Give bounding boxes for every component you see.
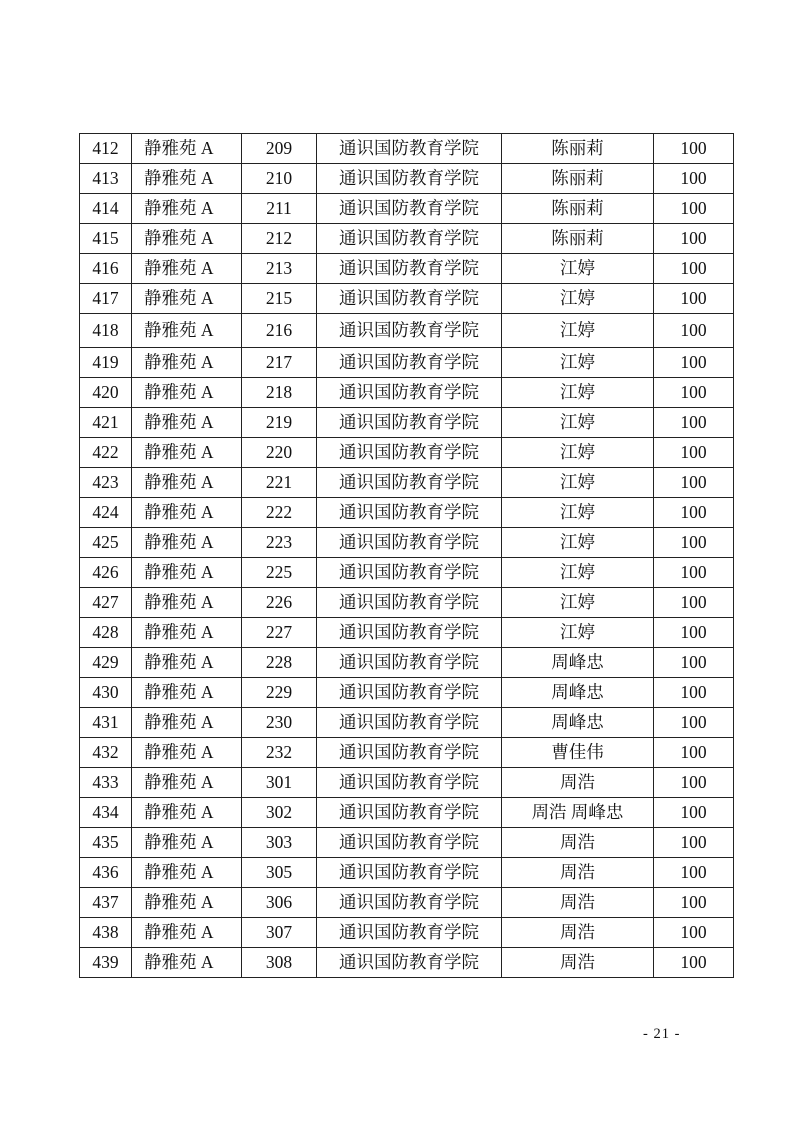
building-cell: 静雅苑 A — [132, 708, 242, 738]
inspector-name-cell: 江婷 — [502, 558, 654, 588]
row-number-cell: 423 — [80, 468, 132, 498]
room-number-cell: 220 — [242, 438, 317, 468]
row-number-cell: 429 — [80, 648, 132, 678]
room-number-cell: 306 — [242, 888, 317, 918]
inspector-name-cell: 江婷 — [502, 284, 654, 314]
room-number-cell: 218 — [242, 378, 317, 408]
score-cell: 100 — [654, 948, 734, 978]
inspector-name-cell: 周峰忠 — [502, 678, 654, 708]
score-cell: 100 — [654, 918, 734, 948]
score-cell: 100 — [654, 314, 734, 348]
row-number-cell: 419 — [80, 348, 132, 378]
building-cell: 静雅苑 A — [132, 284, 242, 314]
building-cell: 静雅苑 A — [132, 648, 242, 678]
building-cell: 静雅苑 A — [132, 828, 242, 858]
table-row — [80, 558, 734, 588]
inspector-name-cell: 江婷 — [502, 348, 654, 378]
college-cell: 通识国防教育学院 — [317, 468, 502, 498]
room-number-cell: 302 — [242, 798, 317, 828]
room-number-cell: 213 — [242, 254, 317, 284]
college-cell: 通识国防教育学院 — [317, 768, 502, 798]
score-cell: 100 — [654, 134, 734, 164]
score-cell: 100 — [654, 558, 734, 588]
room-number-cell: 227 — [242, 618, 317, 648]
building-cell: 静雅苑 A — [132, 618, 242, 648]
score-cell: 100 — [654, 708, 734, 738]
building-cell: 静雅苑 A — [132, 378, 242, 408]
room-number-cell: 211 — [242, 194, 317, 224]
room-number-cell: 305 — [242, 858, 317, 888]
room-number-cell: 226 — [242, 588, 317, 618]
building-cell: 静雅苑 A — [132, 164, 242, 194]
row-number-cell: 412 — [80, 134, 132, 164]
table-row — [80, 164, 734, 194]
college-cell: 通识国防教育学院 — [317, 588, 502, 618]
building-cell: 静雅苑 A — [132, 528, 242, 558]
college-cell: 通识国防教育学院 — [317, 438, 502, 468]
building-cell: 静雅苑 A — [132, 768, 242, 798]
score-cell: 100 — [654, 438, 734, 468]
college-cell: 通识国防教育学院 — [317, 284, 502, 314]
inspector-name-cell: 江婷 — [502, 378, 654, 408]
score-cell: 100 — [654, 888, 734, 918]
room-number-cell: 225 — [242, 558, 317, 588]
table-row — [80, 348, 734, 378]
table-row — [80, 678, 734, 708]
room-number-cell: 230 — [242, 708, 317, 738]
room-number-cell: 221 — [242, 468, 317, 498]
row-number-cell: 428 — [80, 618, 132, 648]
score-cell: 100 — [654, 798, 734, 828]
row-number-cell: 430 — [80, 678, 132, 708]
college-cell: 通识国防教育学院 — [317, 134, 502, 164]
college-cell: 通识国防教育学院 — [317, 858, 502, 888]
inspector-name-cell: 江婷 — [502, 468, 654, 498]
college-cell: 通识国防教育学院 — [317, 498, 502, 528]
row-number-cell: 426 — [80, 558, 132, 588]
college-cell: 通识国防教育学院 — [317, 348, 502, 378]
row-number-cell: 422 — [80, 438, 132, 468]
table-row — [80, 858, 734, 888]
building-cell: 静雅苑 A — [132, 918, 242, 948]
room-number-cell: 222 — [242, 498, 317, 528]
inspector-name-cell: 陈丽莉 — [502, 164, 654, 194]
room-number-cell: 223 — [242, 528, 317, 558]
college-cell: 通识国防教育学院 — [317, 224, 502, 254]
score-cell: 100 — [654, 408, 734, 438]
table-row — [80, 648, 734, 678]
row-number-cell: 438 — [80, 918, 132, 948]
table-row — [80, 284, 734, 314]
row-number-cell: 417 — [80, 284, 132, 314]
score-cell: 100 — [654, 618, 734, 648]
building-cell: 静雅苑 A — [132, 134, 242, 164]
room-number-cell: 217 — [242, 348, 317, 378]
table-row — [80, 254, 734, 284]
page-number: - 21 - — [643, 1026, 681, 1042]
table-row — [80, 798, 734, 828]
inspector-name-cell: 江婷 — [502, 408, 654, 438]
score-cell: 100 — [654, 224, 734, 254]
row-number-cell: 420 — [80, 378, 132, 408]
row-number-cell: 418 — [80, 314, 132, 348]
score-cell: 100 — [654, 828, 734, 858]
building-cell: 静雅苑 A — [132, 858, 242, 888]
inspector-name-cell: 周峰忠 — [502, 708, 654, 738]
table-row — [80, 888, 734, 918]
row-number-cell: 416 — [80, 254, 132, 284]
inspector-name-cell: 江婷 — [502, 588, 654, 618]
score-cell: 100 — [654, 858, 734, 888]
inspector-name-cell: 周浩 — [502, 918, 654, 948]
inspector-name-cell: 陈丽莉 — [502, 224, 654, 254]
inspector-name-cell: 周浩 — [502, 948, 654, 978]
college-cell: 通识国防教育学院 — [317, 528, 502, 558]
building-cell: 静雅苑 A — [132, 948, 242, 978]
table-row — [80, 738, 734, 768]
inspector-name-cell: 周浩 — [502, 888, 654, 918]
row-number-cell: 436 — [80, 858, 132, 888]
table-row — [80, 918, 734, 948]
room-number-cell: 210 — [242, 164, 317, 194]
row-number-cell: 425 — [80, 528, 132, 558]
row-number-cell: 414 — [80, 194, 132, 224]
college-cell: 通识国防教育学院 — [317, 888, 502, 918]
score-cell: 100 — [654, 164, 734, 194]
row-number-cell: 413 — [80, 164, 132, 194]
college-cell: 通识国防教育学院 — [317, 378, 502, 408]
building-cell: 静雅苑 A — [132, 438, 242, 468]
room-number-cell: 216 — [242, 314, 317, 348]
building-cell: 静雅苑 A — [132, 888, 242, 918]
row-number-cell: 437 — [80, 888, 132, 918]
score-cell: 100 — [654, 678, 734, 708]
college-cell: 通识国防教育学院 — [317, 254, 502, 284]
room-number-cell: 219 — [242, 408, 317, 438]
building-cell: 静雅苑 A — [132, 224, 242, 254]
row-number-cell: 433 — [80, 768, 132, 798]
college-cell: 通识国防教育学院 — [317, 798, 502, 828]
row-number-cell: 427 — [80, 588, 132, 618]
building-cell: 静雅苑 A — [132, 588, 242, 618]
score-cell: 100 — [654, 348, 734, 378]
inspector-name-cell: 周浩 周峰忠 — [502, 798, 654, 828]
college-cell: 通识国防教育学院 — [317, 164, 502, 194]
college-cell: 通识国防教育学院 — [317, 314, 502, 348]
college-cell: 通识国防教育学院 — [317, 948, 502, 978]
table-row — [80, 618, 734, 648]
inspector-name-cell: 陈丽莉 — [502, 134, 654, 164]
room-number-cell: 215 — [242, 284, 317, 314]
inspector-name-cell: 江婷 — [502, 314, 654, 348]
row-number-cell: 421 — [80, 408, 132, 438]
inspector-name-cell: 江婷 — [502, 528, 654, 558]
room-number-cell: 212 — [242, 224, 317, 254]
row-number-cell: 431 — [80, 708, 132, 738]
building-cell: 静雅苑 A — [132, 314, 242, 348]
college-cell: 通识国防教育学院 — [317, 678, 502, 708]
table-row — [80, 528, 734, 558]
inspector-name-cell: 陈丽莉 — [502, 194, 654, 224]
score-cell: 100 — [654, 648, 734, 678]
inspector-name-cell: 江婷 — [502, 618, 654, 648]
table-row — [80, 194, 734, 224]
building-cell: 静雅苑 A — [132, 194, 242, 224]
row-number-cell: 432 — [80, 738, 132, 768]
dormitory-score-table — [79, 133, 734, 978]
row-number-cell: 415 — [80, 224, 132, 254]
room-number-cell: 229 — [242, 678, 317, 708]
college-cell: 通识国防教育学院 — [317, 828, 502, 858]
building-cell: 静雅苑 A — [132, 798, 242, 828]
college-cell: 通识国防教育学院 — [317, 918, 502, 948]
building-cell: 静雅苑 A — [132, 468, 242, 498]
table-row — [80, 828, 734, 858]
building-cell: 静雅苑 A — [132, 738, 242, 768]
college-cell: 通识国防教育学院 — [317, 738, 502, 768]
room-number-cell: 307 — [242, 918, 317, 948]
college-cell: 通识国防教育学院 — [317, 408, 502, 438]
building-cell: 静雅苑 A — [132, 348, 242, 378]
building-cell: 静雅苑 A — [132, 558, 242, 588]
inspector-name-cell: 江婷 — [502, 254, 654, 284]
inspector-name-cell: 周浩 — [502, 828, 654, 858]
score-cell: 100 — [654, 284, 734, 314]
score-cell: 100 — [654, 378, 734, 408]
inspector-name-cell: 曹佳伟 — [502, 738, 654, 768]
table-row — [80, 768, 734, 798]
room-number-cell: 228 — [242, 648, 317, 678]
score-cell: 100 — [654, 768, 734, 798]
room-number-cell: 301 — [242, 768, 317, 798]
college-cell: 通识国防教育学院 — [317, 708, 502, 738]
row-number-cell: 435 — [80, 828, 132, 858]
college-cell: 通识国防教育学院 — [317, 648, 502, 678]
table-row — [80, 498, 734, 528]
table-row — [80, 948, 734, 978]
score-cell: 100 — [654, 468, 734, 498]
room-number-cell: 232 — [242, 738, 317, 768]
score-cell: 100 — [654, 254, 734, 284]
table-row — [80, 708, 734, 738]
score-cell: 100 — [654, 194, 734, 224]
row-number-cell: 434 — [80, 798, 132, 828]
room-number-cell: 303 — [242, 828, 317, 858]
building-cell: 静雅苑 A — [132, 678, 242, 708]
building-cell: 静雅苑 A — [132, 254, 242, 284]
inspector-name-cell: 周浩 — [502, 768, 654, 798]
table-row — [80, 134, 734, 164]
table-row — [80, 438, 734, 468]
room-number-cell: 209 — [242, 134, 317, 164]
score-cell: 100 — [654, 528, 734, 558]
building-cell: 静雅苑 A — [132, 498, 242, 528]
college-cell: 通识国防教育学院 — [317, 558, 502, 588]
row-number-cell: 424 — [80, 498, 132, 528]
inspector-name-cell: 江婷 — [502, 438, 654, 468]
table-row — [80, 408, 734, 438]
table-row — [80, 468, 734, 498]
college-cell: 通识国防教育学院 — [317, 194, 502, 224]
inspector-name-cell: 周峰忠 — [502, 648, 654, 678]
college-cell: 通识国防教育学院 — [317, 618, 502, 648]
building-cell: 静雅苑 A — [132, 408, 242, 438]
table-row — [80, 224, 734, 254]
score-cell: 100 — [654, 738, 734, 768]
room-number-cell: 308 — [242, 948, 317, 978]
inspector-name-cell: 江婷 — [502, 498, 654, 528]
table-body — [80, 134, 734, 978]
table-row — [80, 378, 734, 408]
score-cell: 100 — [654, 588, 734, 618]
score-cell: 100 — [654, 498, 734, 528]
table-row — [80, 314, 734, 348]
table-row — [80, 588, 734, 618]
row-number-cell: 439 — [80, 948, 132, 978]
inspector-name-cell: 周浩 — [502, 858, 654, 888]
